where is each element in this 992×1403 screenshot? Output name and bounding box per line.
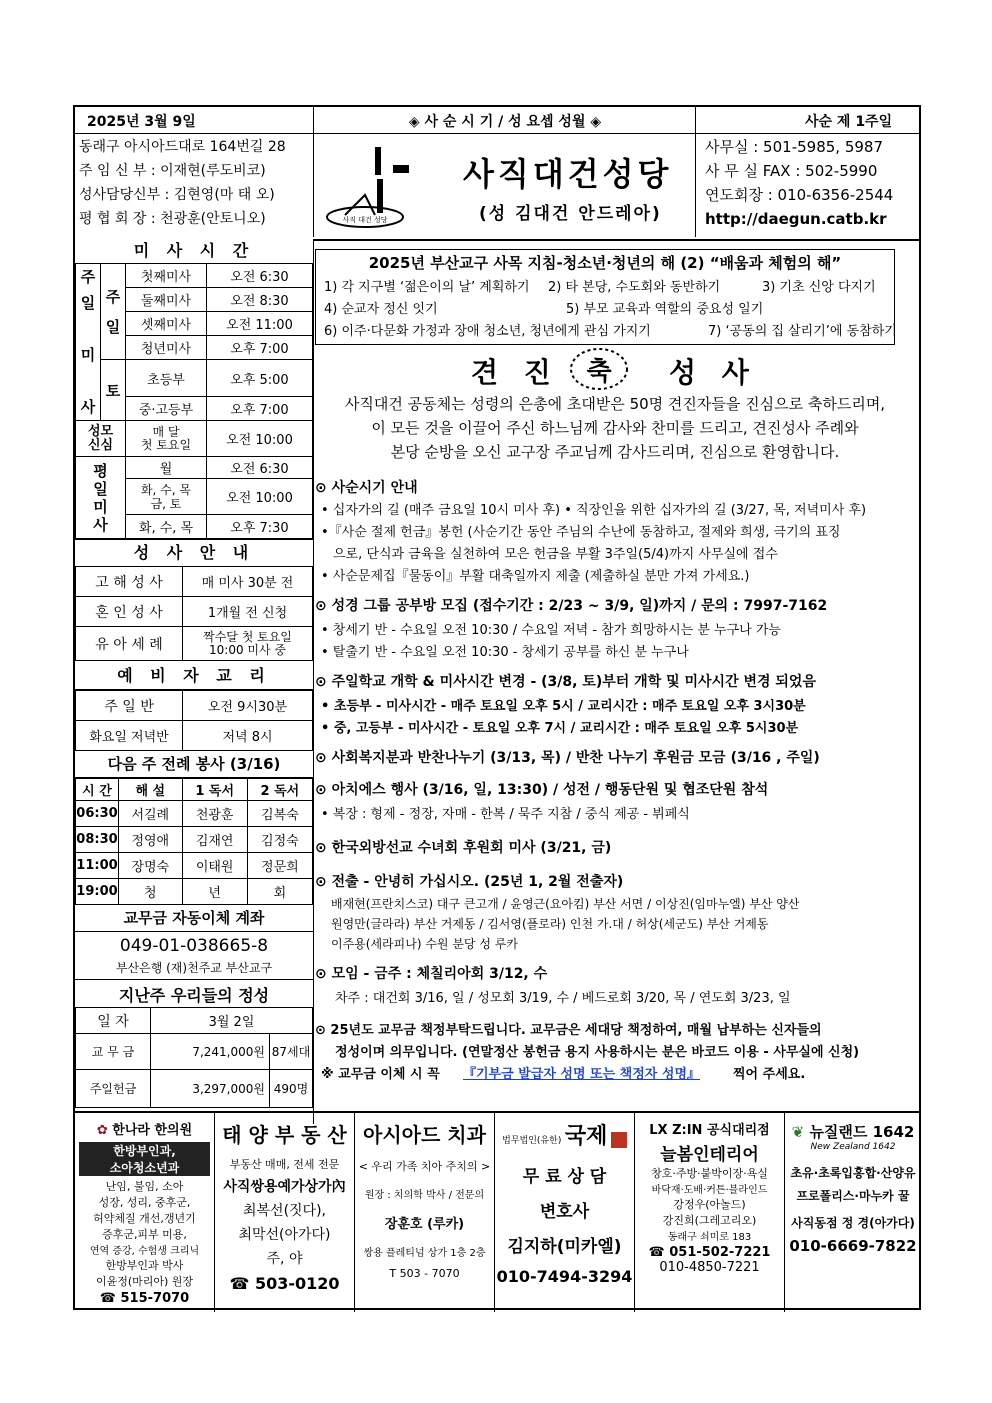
notice-transfer-out: ⊙ 전출 - 안녕히 가십시오. (25년 1, 2월 전출자) (315, 874, 624, 890)
confirmation-text-3: 본당 순방을 오신 교구장 주교님께 감사드리며, 진심으로 환영합니다. (390, 443, 840, 461)
mass-schedule-table: 주 일 미 사 주 일 첫째미사 오전 6:30 둘째미사 오전 8:30 셋째미사 오전 11:00 청년미사 오후 7:00 토 초등부 오후 5:00 중·고등부 오후 7:00 성모 신심 매 달 첫 토요일 오전 10:00 평 일 미 사 월 오전 6:30 화, 수, 목 금, 토 오전 10:00 화, 수, 목 오후 7:30 (75, 263, 313, 539)
offering-table: 일 자 3월 2일 교 무 금 7,241,000원 87세대 주일헌금 3,297,000원 490명 (75, 1007, 313, 1108)
notice-lent: ⊙ 사순시기 안내 (315, 480, 418, 496)
ad-taeyang-realty: 태 양 부 동 산 부동산 매매, 전세 전문 사직쌍용예가상가內 최복선(짓다), 최막선(아가다) 주, 야 ☎ 503-0120 (215, 1113, 355, 1312)
confirmation-text-1: 사직대건 공동체는 성령의 은총에 초대받은 50명 견진자들을 진심으로 축하드리며, (344, 395, 886, 413)
pastor: 주 임 신 부 : 이재현(루도비코) (79, 163, 266, 179)
office-phone: 사무실 : 501-5985, 5987 (705, 138, 883, 156)
policy-title: 2025년 부산교구 사목 지침-청소년·청년의 해 (2) “배움과 체험의 해” (368, 254, 842, 272)
flower-icon: ✿ (96, 1123, 108, 1138)
liturgical-season: ◈ 사 순 시 기 / 성 요셉 성월 ◈ (408, 114, 602, 130)
church-name: 사직대건성당 (463, 155, 673, 193)
catechumen-table: 주 일 반 오전 9시30분 화요일 저녁반 저녁 8시 (75, 690, 313, 751)
office-fax: 사 무 실 FAX : 502-5990 (705, 162, 878, 180)
address: 동래구 아시아드대로 164번길 28 (79, 139, 286, 155)
ad-hannara-clinic: ✿ 한나라 한의원 한방부인과, 소아청소년과 난임, 불임, 소아 성장, 성리, 중후군, 허약체질 개선,갱년기 증후군,피부 미용, 연역 증강, 수험생 크리닉 한방부인과 박사 이윤정(마리아) 원장 ☎ 515-7070 (75, 1113, 215, 1312)
confirmation-text-2: 이 모든 것을 이끌어 주신 하느님께 감사와 찬미를 드리고, 견진성사 주례와 (371, 419, 859, 437)
catechumen-title: 예 비 자 교 리 (75, 663, 313, 690)
left-column (75, 239, 314, 1124)
notice-acies: ⊙ 아치에스 행사 (3/16, 일, 13:30) / 성전 / 행동단원 및 협조단원 참석 (315, 782, 769, 798)
sacrament-table: 고 해 성 사 매 미사 30분 전 혼 인 성 사 1개월 전 신청 유 아 세 례 짝수달 첫 토요일 10:00 미사 중 (75, 566, 313, 661)
transfer-bank: 부산은행 (재)천주교 부산교구 (115, 961, 273, 975)
website-link[interactable]: http://daegun.catb.kr (705, 210, 887, 228)
issue-date: 2025년 3월 9일 (87, 114, 196, 130)
law-firm-logo-icon (611, 1132, 627, 1148)
patron-saint: (성 김대건 안드레아) (479, 204, 662, 224)
notice-sunday-school: ⊙ 주일학교 개학 & 미사시간 변경 - (3/8, 토)부터 개학 및 미사시간 변경 되었음 (315, 674, 816, 690)
top-bar (75, 107, 919, 134)
ad-neulbom-interior: LX Z:IN 공식대리점 늘봄인테리어 창호·주방·붙박이장·욕실 바닥재·도배·커튼·블라인드 강정우(아놀드) 강진희(그레고리오) 동래구 쇠미로 183 ☎ 051-502-7221 010-4850-7221 (635, 1113, 785, 1312)
sunday-label: 주 일 (101, 264, 126, 360)
council-president: 평 협 회 장 : 천광훈(안토니오) (79, 211, 266, 227)
liturgy-service-table: 시 간 해 설 1 독서 2 독서 06:30 서길례 천광훈 김복숙 08:30 정영애 김재연 김정숙 11:00 장명숙 이태원 정문희 19:00 청 년 회 (75, 778, 313, 905)
saturday-label: 토 (101, 360, 126, 421)
transfer-title: 교무금 자동이체 계좌 (75, 905, 313, 932)
sacred-heart-day: 매 달 첫 토요일 (126, 421, 207, 457)
bulletin-page (73, 105, 921, 1310)
confirmation-title-b: 성 사 (669, 356, 757, 389)
weekday-mass-label: 평 일 미 사 (76, 457, 126, 539)
notice-welfare: ⊙ 사회복지분과 반찬나누기 (3/13, 목) / 반찬 나누기 후원금 모금 (3/16 , 주일) (315, 750, 820, 766)
ad-asiad-dental: 아시아드 치과 < 우리 가족 치아 주치의 > 원장 : 치의학 박사 / 전문의 장훈호 (루카) 쌍용 플레티넘 상가 1층 2층 T 503 - 7070 (355, 1113, 495, 1312)
assistant-priest: 성사담당신부 : 김현영(마 태 오) (79, 187, 275, 203)
service-title: 다음 주 전례 봉사 (3/16) (75, 751, 313, 778)
notice-bible-study: ⊙ 성경 그룹 공부방 모집 (접수기간 : 2/23 ~ 3/9, 일)까지 / 문의 : 7997-7162 (315, 598, 828, 614)
mass-title: 미 사 시 간 (75, 239, 313, 264)
sunday-mass-label: 주 일 미 사 (76, 264, 101, 421)
notice-tithe: ⊙ 25년도 교무금 책정부탁드립니다. 교무금은 세대당 책정하여, 매월 납부하는 신자들의 (315, 1023, 822, 1038)
svg-text:사직 대건 성당: 사직 대건 성당 (342, 216, 388, 224)
offering-title: 지난주 우리들의 정성 (118, 986, 270, 1005)
transfer-account: 049-01-038665-8 (119, 936, 269, 956)
notice-mission-mass: ⊙ 한국외방선교 수녀회 후원회 미사 (3/21, 금) (315, 840, 612, 856)
celebration-icon: 축 (569, 347, 629, 391)
sacred-heart-label: 성모 신심 (76, 421, 126, 457)
confirmation-title-a: 견 진 (471, 356, 559, 389)
right-column: 2025년 부산교구 사목 지침-청소년·청년의 해 (2) “배움과 체험의 해” 1) 각 지구별 ‘젊은이의 날’ 계획하기 2) 타 본당, 수도회와 동반하기 3) 기초 신앙 다지기 4) 순교자 정신 잇기 5) 부모 교육과 역할의 중요성 일기 6) 이주·다문화 가정과 장애 청소년, 청년에게 관심 가지기 7) ‘공동의 집 살리기’에 동참하기 견 진 축 성 사 사직대건 공동체는 성령의 은총에 초대받은 50명 견진자들을 진심으로 축하드리며, 이 모든 것을 이끌어 주신 하느님께 감사와 찬미를 드리고, 견진성사 주례와 본당 순방을 오신 교구장 주교님께 감사드리며, 진심으로 환영합니다. ⊙ 사순시기 안내 • 십자가의 길 (매주 금요일 10시 미사 후) • 직장인을 위한 십자가의 길 (3/27, 목, 저녁미사 후) •『사순 절제 헌금』봉헌 (사순기간 동안 주님의 수난에 동참하고, 절제와 희생, 극기의 표징 으로, 단식과 금육을 실천하여 모은 헌금을 부활 3주일(5/4)까지 사무실에 접수 • 사순문제집『물동이』부활 대축일까지 제출 (제출하실 분만 가져 가세요.) ⊙ 성경 그룹 공부방 모집 (접수기간 : 2/23 ~ 3/9, 일)까지 / 문의 : 7997-7162 • 창세기 반 - 수요일 오전 10:30 / 수요일 저녁 - 참가 희망하시는 분 누구나 가능 • 탈출기 반 - 수요일 오전 10:30 - 창세기 공부를 하신 분 누구나 ⊙ 주일학교 개학 & 미사시간 변경 - (3/8, 토)부터 개학 및 미사시간 변경 되었음 • 초등부 - 미사시간 - 매주 토요일 오후 5시 / 교리시간 : 매주 토요일 오후 3시30분 • 중, 고등부 - 미사시간 - 토요일 오후 7시 / 교리시간 : 매주 토요일 오후 5시30분 ⊙ 사회복지분과 반찬나누기 (3/13, 목) / 반찬 나누기 후원금 모금 (3/16 , 주일) ⊙ 아치에스 행사 (3/16, 일, 13:30) / 성전 / 행동단원 및 협조단원 참석 • 복장 : 형제 - 정장, 자매 - 한복 / 묵주 지참 / 중식 제공 - 뷔페식 ⊙ 한국외방선교 수녀회 후원회 미사 (3/21, 금) ⊙ 전출 - 안녕히 가십시오. (25년 1, 2월 전출자) 배재현(프란치스코) 대구 큰고개 / 윤영근(요아킴) 부산 서면 / 이상진(임마누엘) 부산 양산 원영만(글라라) 부산 거제동 / 김서영(플로라) 인천 가.대 / 허상(세군도) 부산 거제동 이주용(세라피나) 수원 분당 성 루카 ⊙ 모임 - 금주 : 체칠리아회 3/12, 수 차주 : 대건회 3/16, 일 / 성모회 3/19, 수 / 베드로회 3/20, 목 / 연도회 3/23, 일 ⊙ 25년도 교무금 책정부탁드립니다. 교무금은 세대당 책정하여, 매월 납부하는 신자들의 정성이며 의무입니다. (연말정산 봉헌금 용지 사용하시는 분은 바코드 이용 - 사무실에 신청) ※ 교무금 이체 시 꼭 『기부금 발급자 성명 또는 책정자 성명』 찍어 주세요. (315, 239, 921, 1124)
pastoral-policy-box: 2025년 부산교구 사목 지침-청소년·청년의 해 (2) “배움과 체험의 해” 1) 각 지구별 ‘젊은이의 날’ 계획하기 2) 타 본당, 수도회와 동반하기 3) 기초 신앙 다지기 4) 순교자 정신 잇기 5) 부모 교육과 역할의 중요성 일기 6) 이주·다문화 가정과 장애 청소년, 청년에게 관심 가지기 7) ‘공동의 집 살리기’에 동참하기 (315, 249, 895, 345)
ad-kukje-law: 법무법인(유한) 국제 무 료 상 담 변호사 김지하(미카엘) 010-7494-3294 (495, 1113, 635, 1312)
advertisement-strip (75, 1111, 919, 1312)
notice-meetings: ⊙ 모임 - 금주 : 체칠리아회 3/12, 수 (315, 966, 548, 982)
contact-phone: 연도회장 : 010-6356-2544 (705, 186, 894, 204)
header (75, 133, 919, 241)
church-logo-icon (323, 143, 423, 233)
ad-new-zealand-1642: ❦ 뉴질랜드 1642 New Zealand 1642 초유·초록입홍합·산양유 프로폴리스·마누카 꿀 사직동점 정 경(아가다) 010-6669-7822 (789, 1123, 917, 1255)
leaf-icon: ❦ (791, 1123, 805, 1141)
sacrament-title: 성 사 안 내 (75, 539, 313, 567)
liturgical-week: 사순 제 1주일 (805, 114, 893, 130)
tithe-name-note: 『기부금 발급자 성명 또는 책정자 성명』 (463, 1067, 700, 1082)
